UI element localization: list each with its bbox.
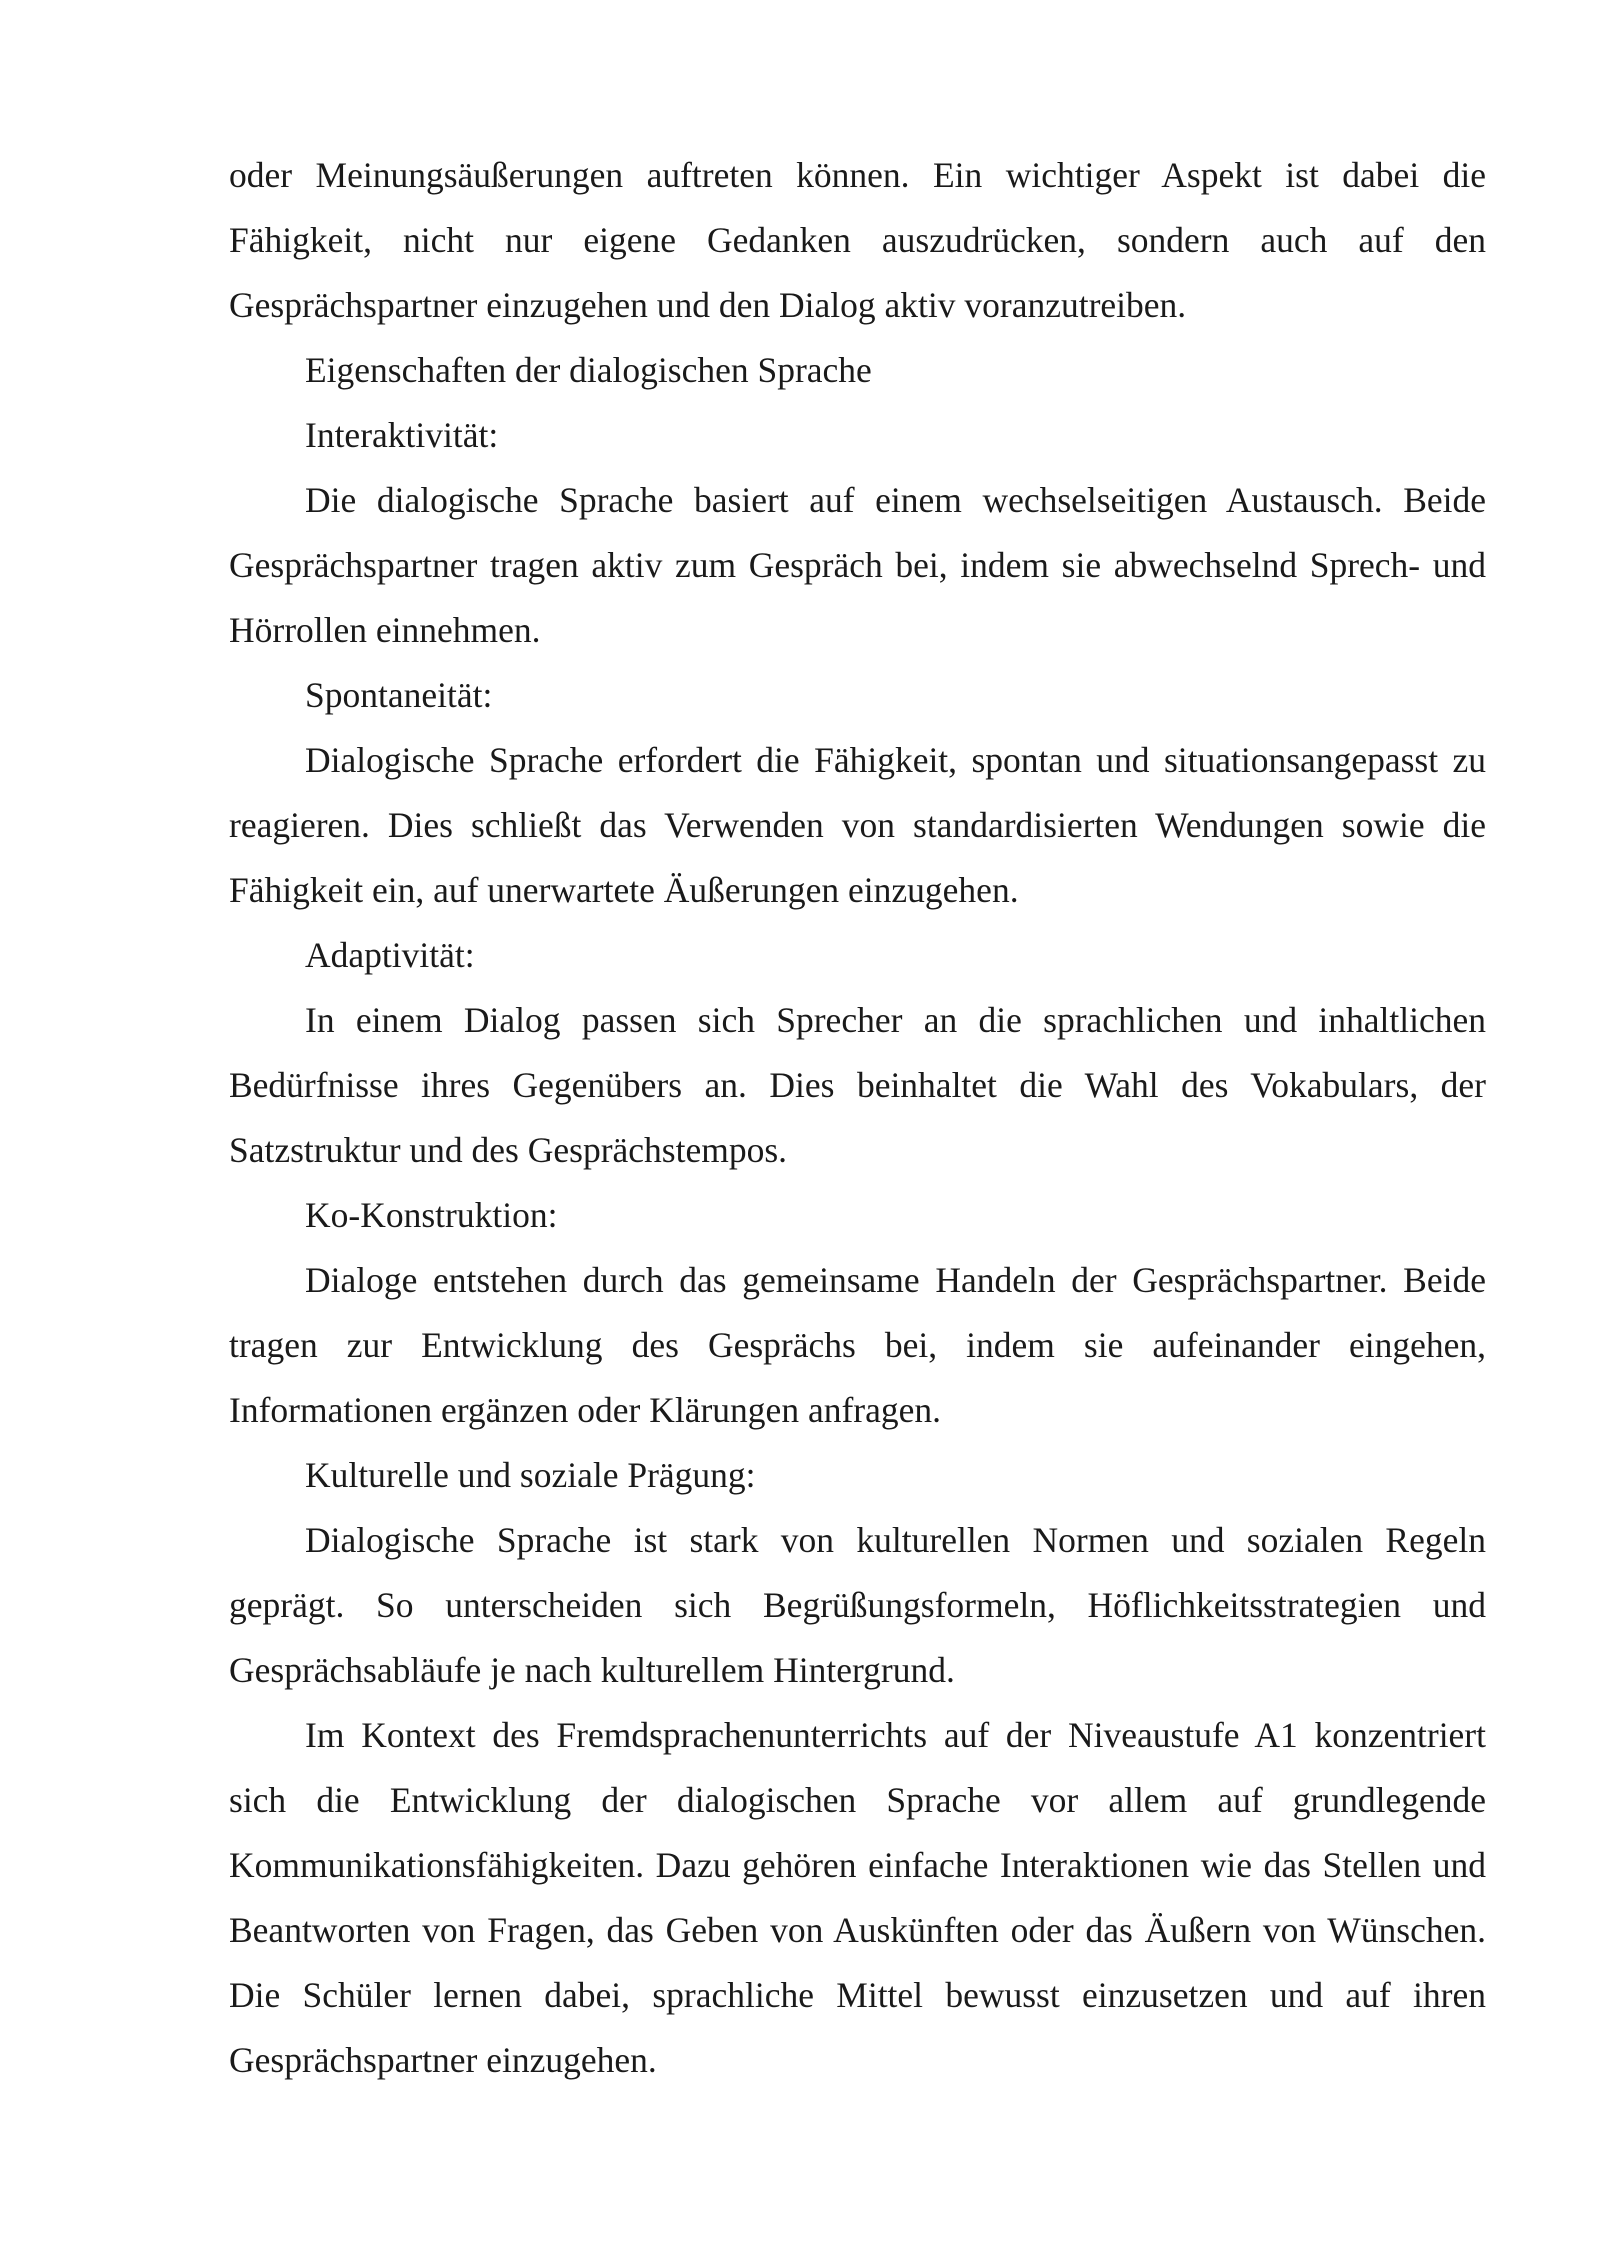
paragraph-adaptivitaet: In einem Dialog passen sich Sprecher an die sprachlichen und inhaltlichen Bedürfnisse ihres Gegenübers an. Dies beinhaltet die Wahl des Vokabulars, der Satzstruktur und des Gesprächstempos. bbox=[229, 1000, 1486, 1170]
paragraph-continuation: oder Meinungsäußerungen auftreten können. Ein wichtiger Aspekt ist dabei die Fähigkeit, nicht nur eigene Gedanken auszudrücken, sondern auch auf den Gesprächspartner einzugehen und den Dialog aktiv voranzutreiben. bbox=[229, 155, 1486, 325]
subheading-adaptivitaet: Adaptivität: bbox=[305, 935, 475, 975]
paragraph-spontaneitaet: Dialogische Sprache erfordert die Fähigkeit, spontan und situationsangepasst zu reagieren. Dies schließt das Verwenden von standardisierten Wendungen sowie die Fähigkeit ein, auf unerwartete Äußerungen einzugehen. bbox=[229, 740, 1486, 910]
subheading-kulturelle-praegung: Kulturelle und soziale Prägung: bbox=[305, 1455, 756, 1495]
subheading-spontaneitaet: Spontaneität: bbox=[305, 675, 493, 715]
paragraph-ko-konstruktion: Dialoge entstehen durch das gemeinsame Handeln der Gesprächspartner. Beide tragen zur Entwicklung des Gesprächs bei, indem sie aufeinander eingehen, Informationen ergänzen oder Klärungen anfragen. bbox=[229, 1260, 1486, 1430]
subheading-interaktivitaet: Interaktivität: bbox=[305, 415, 499, 455]
paragraph-interaktivitaet: Die dialogische Sprache basiert auf einem wechselseitigen Austausch. Beide Gesprächspartner tragen aktiv zum Gespräch bei, indem sie abwechselnd Sprech- und Hörrollen einnehmen. bbox=[229, 480, 1486, 650]
document-page bbox=[229, 143, 1486, 2093]
paragraph-niveaustufe-a1: Im Kontext des Fremdsprachenunterrichts auf der Niveaustufe A1 konzentriert sich die Entwicklung der dialogischen Sprache vor allem auf grundlegende Kommunikationsfähigkeiten. Dazu gehören einfache Interaktionen wie das Stellen und Beantworten von Fragen, das Geben von Auskünften oder das Äußern von Wünschen. Die Schüler lernen dabei, sprachliche Mittel bewusst einzusetzen und auf ihren Gesprächspartner einzugehen. bbox=[229, 1715, 1486, 2080]
subheading-ko-konstruktion: Ko-Konstruktion: bbox=[305, 1195, 558, 1235]
section-title: Eigenschaften der dialogischen Sprache bbox=[305, 350, 872, 390]
paragraph-kulturelle-praegung: Dialogische Sprache ist stark von kulturellen Normen und sozialen Regeln geprägt. So unterscheiden sich Begrüßungsformeln, Höflichkeitsstrategien und Gesprächsabläufe je nach kulturellem Hintergrund. bbox=[229, 1520, 1486, 1690]
